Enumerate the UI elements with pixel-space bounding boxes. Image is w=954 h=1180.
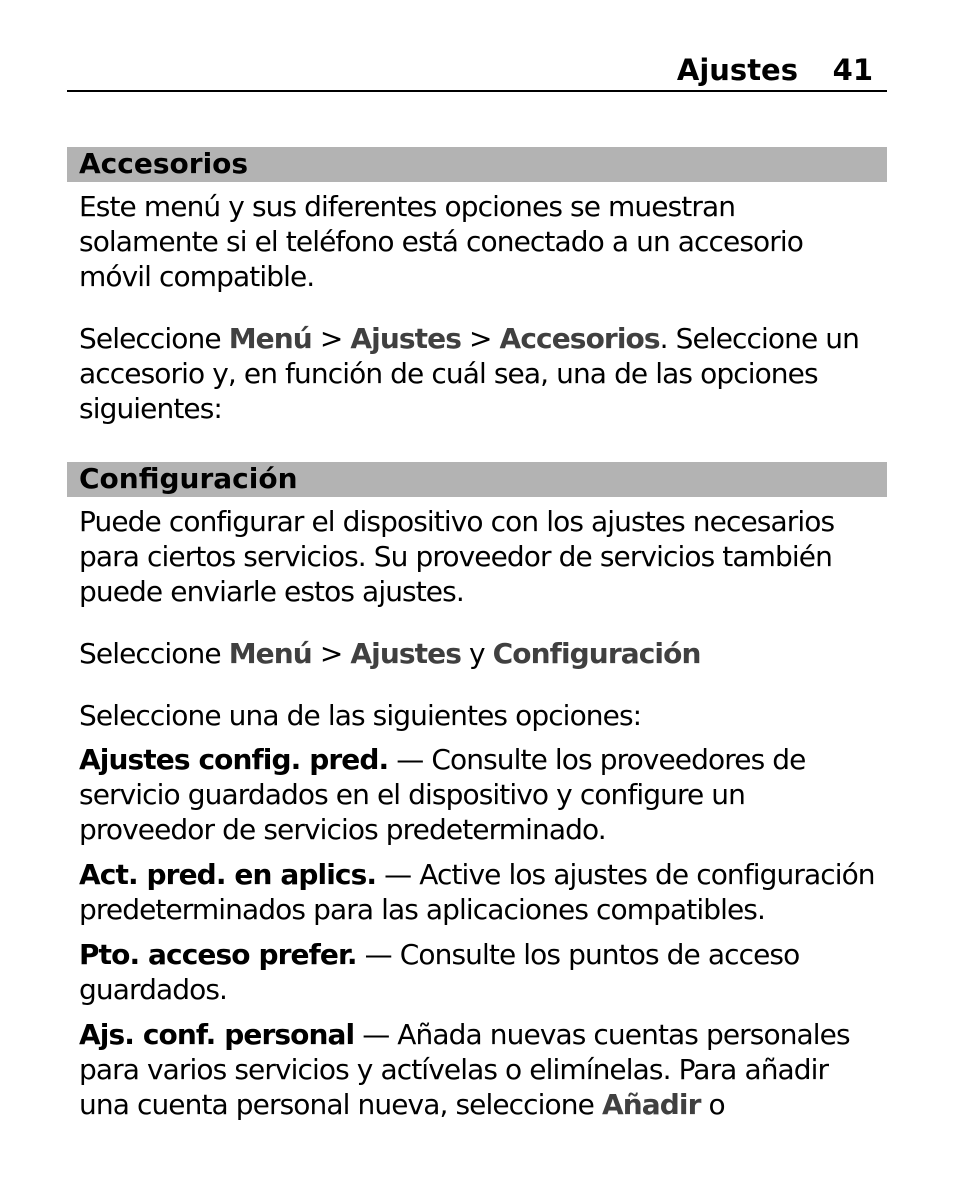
option-term: Ajustes config. pred. (79, 743, 389, 776)
separator: > (460, 322, 500, 355)
text-run: — Active los ajustes de configuración (376, 858, 875, 891)
menu-term: Menú (228, 322, 312, 355)
text-line: guardados. (79, 973, 228, 1006)
text-run: — Consulte los puntos de acceso (356, 938, 800, 971)
text-line: siguientes: (79, 392, 222, 425)
text-run: o (700, 1088, 725, 1121)
configuracion-path (79, 636, 879, 671)
text-line: Este menú y sus diferentes opciones se muestran (79, 190, 736, 223)
text-run: . Seleccione un (659, 322, 859, 355)
section-heading-text: Accesorios (79, 147, 249, 180)
section-heading-configuracion (67, 462, 887, 497)
option-ajustes-config-pred (79, 742, 879, 847)
menu-term: Menú (228, 637, 312, 670)
header-title: Ajustes (676, 53, 798, 87)
separator: > (311, 637, 351, 670)
menu-term: Accesorios (499, 322, 660, 355)
text-run: Seleccione (79, 322, 229, 355)
option-term: Pto. acceso prefer. (79, 938, 357, 971)
text-line: puede enviarle estos ajustes. (79, 575, 464, 608)
text-run: y (460, 637, 493, 670)
accesorios-intro (79, 189, 879, 294)
option-term: Ajs. conf. personal (79, 1018, 355, 1051)
text-run: — Añada nuevas cuentas personales (354, 1018, 850, 1051)
text-run: Seleccione (79, 637, 229, 670)
running-header (67, 50, 887, 92)
text-line: Puede configurar el dispositivo con los ajustes necesarios (79, 505, 835, 538)
text-run: — Consulte los proveedores de (388, 743, 806, 776)
menu-term: Añadir (601, 1088, 701, 1121)
text-line: proveedor de servicios predeterminado. (79, 813, 606, 846)
menu-term: Ajustes (350, 637, 461, 670)
option-ajs-conf-personal (79, 1017, 879, 1122)
separator: > (311, 322, 351, 355)
text-line: servicio guardados en el dispositivo y configure un (79, 778, 745, 811)
text-line: predeterminados para las aplicaciones compatibles. (79, 893, 765, 926)
option-term: Act. pred. en aplics. (79, 858, 377, 891)
section-heading-accesorios (67, 147, 887, 182)
text-line: para varios servicios y actívelas o elimínelas. Para añadir (79, 1053, 829, 1086)
accesorios-path (79, 321, 879, 426)
section-heading-text: Configuración (79, 462, 298, 495)
text-line: accesorio y, en función de cuál sea, una de las opciones (79, 357, 818, 390)
text-line: solamente si el teléfono está conectado a un accesorio (79, 225, 804, 258)
option-pto-acceso-prefer (79, 937, 879, 1007)
configuracion-intro (79, 504, 879, 609)
options-intro: Seleccione una de las siguientes opciones: (79, 699, 642, 732)
menu-term: Ajustes (350, 322, 461, 355)
text-line: para ciertos servicios. Su proveedor de servicios también (79, 540, 832, 573)
option-act-pred-en-aplics (79, 857, 879, 927)
text-line: móvil compatible. (79, 260, 315, 293)
text-run: una cuenta personal nueva, seleccione (79, 1088, 602, 1121)
page-number: 41 (832, 53, 873, 87)
menu-term: Configuración (492, 637, 701, 670)
